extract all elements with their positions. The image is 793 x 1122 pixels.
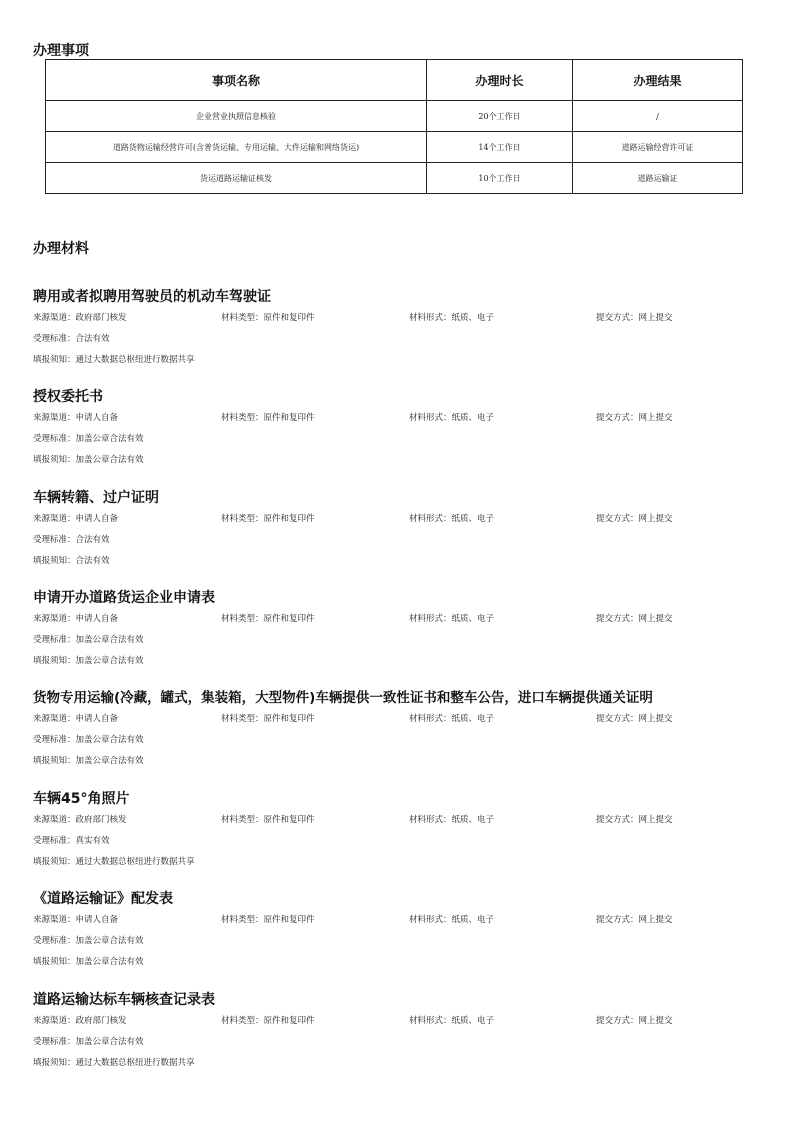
material-notice: 填报须知：加盖公章合法有效 — [33, 756, 144, 766]
material-item — [33, 788, 763, 873]
material-type: 材料类型：原件和复印件 — [221, 714, 315, 724]
material-notice: 填报须知：加盖公章合法有效 — [33, 656, 144, 666]
material-form: 材料形式：纸质、电子 — [409, 514, 495, 524]
material-title: 申请开办道路货运企业申请表 — [33, 590, 215, 606]
material-form: 材料形式：纸质、电子 — [409, 1016, 495, 1026]
section-title-materials: 办理材料 — [33, 241, 89, 257]
material-submit: 提交方式：网上提交 — [596, 614, 673, 624]
material-type: 材料类型：原件和复印件 — [221, 313, 315, 323]
material-source: 来源渠道：政府部门核发 — [33, 1016, 127, 1026]
header-item-name: 事项名称 — [46, 60, 427, 101]
material-notice: 填报须知：通过大数据总枢纽进行数据共享 — [33, 355, 195, 365]
table-row — [46, 163, 743, 194]
material-title: 《道路运输证》配发表 — [33, 891, 173, 907]
material-type: 材料类型：原件和复印件 — [221, 514, 315, 524]
cell-result: 道路运输证 — [573, 163, 743, 194]
material-form: 材料形式：纸质、电子 — [409, 313, 495, 323]
items-table — [45, 59, 743, 194]
table-row — [46, 132, 743, 163]
material-item — [33, 687, 763, 772]
material-notice: 填报须知：加盖公章合法有效 — [33, 957, 144, 967]
material-meta-row — [33, 709, 763, 730]
material-meta-row — [33, 910, 763, 931]
material-standard: 受理标准：加盖公章合法有效 — [33, 635, 144, 645]
material-notice: 填报须知：通过大数据总枢纽进行数据共享 — [33, 857, 195, 867]
table-row — [46, 101, 743, 132]
material-meta-row — [33, 1011, 763, 1032]
material-item — [33, 888, 763, 973]
material-notice: 填报须知：合法有效 — [33, 556, 110, 566]
material-type: 材料类型：原件和复印件 — [221, 915, 315, 925]
material-standard: 受理标准：真实有效 — [33, 836, 110, 846]
material-title: 车辆转籍、过户证明 — [33, 490, 159, 506]
cell-duration: 20个工作日 — [427, 101, 573, 132]
material-type: 材料类型：原件和复印件 — [221, 614, 315, 624]
material-meta-row — [33, 408, 763, 429]
material-submit: 提交方式：网上提交 — [596, 815, 673, 825]
cell-duration: 14个工作日 — [427, 132, 573, 163]
material-title: 聘用或者拟聘用驾驶员的机动车驾驶证 — [33, 289, 271, 305]
material-form: 材料形式：纸质、电子 — [409, 714, 495, 724]
material-form: 材料形式：纸质、电子 — [409, 815, 495, 825]
material-standard: 受理标准：加盖公章合法有效 — [33, 1037, 144, 1047]
cell-result: 道路运输经营许可证 — [573, 132, 743, 163]
material-title: 货物专用运输(冷藏，罐式，集装箱，大型物件)车辆提供一致性证书和整车公告，进口车辆提供通关证明 — [33, 690, 653, 706]
material-item — [33, 587, 763, 672]
material-form: 材料形式：纸质、电子 — [409, 614, 495, 624]
material-submit: 提交方式：网上提交 — [596, 413, 673, 423]
material-submit: 提交方式：网上提交 — [596, 1016, 673, 1026]
material-title: 授权委托书 — [33, 389, 103, 405]
header-result: 办理结果 — [573, 60, 743, 101]
material-item — [33, 989, 763, 1074]
material-form: 材料形式：纸质、电子 — [409, 413, 495, 423]
material-type: 材料类型：原件和复印件 — [221, 815, 315, 825]
material-source: 来源渠道：申请人自备 — [33, 413, 119, 423]
material-title: 道路运输达标车辆核查记录表 — [33, 992, 215, 1008]
material-source: 来源渠道：政府部门核发 — [33, 313, 127, 323]
material-notice: 填报须知：加盖公章合法有效 — [33, 455, 144, 465]
material-standard: 受理标准：合法有效 — [33, 334, 110, 344]
material-meta-row — [33, 810, 763, 831]
cell-item-name: 货运道路运输证核发 — [46, 163, 427, 194]
material-meta-row — [33, 308, 763, 329]
material-source: 来源渠道：政府部门核发 — [33, 815, 127, 825]
material-item — [33, 286, 763, 371]
material-source: 来源渠道：申请人自备 — [33, 714, 119, 724]
material-submit: 提交方式：网上提交 — [596, 915, 673, 925]
material-submit: 提交方式：网上提交 — [596, 514, 673, 524]
section-title-items: 办理事项 — [33, 43, 89, 59]
material-source: 来源渠道：申请人自备 — [33, 614, 119, 624]
material-meta-row — [33, 609, 763, 630]
material-source: 来源渠道：申请人自备 — [33, 514, 119, 524]
cell-duration: 10个工作日 — [427, 163, 573, 194]
material-standard: 受理标准：加盖公章合法有效 — [33, 936, 144, 946]
material-title: 车辆45°角照片 — [33, 791, 130, 807]
cell-item-name: 道路货物运输经营许可(含普货运输、专用运输、大件运输和网络货运) — [46, 132, 427, 163]
material-item — [33, 487, 763, 572]
material-standard: 受理标准：合法有效 — [33, 535, 110, 545]
material-item — [33, 386, 763, 471]
material-type: 材料类型：原件和复印件 — [221, 1016, 315, 1026]
material-source: 来源渠道：申请人自备 — [33, 915, 119, 925]
material-standard: 受理标准：加盖公章合法有效 — [33, 735, 144, 745]
material-submit: 提交方式：网上提交 — [596, 313, 673, 323]
material-notice: 填报须知：通过大数据总枢纽进行数据共享 — [33, 1058, 195, 1068]
material-standard: 受理标准：加盖公章合法有效 — [33, 434, 144, 444]
cell-result: / — [573, 101, 743, 132]
material-meta-row — [33, 509, 763, 530]
material-type: 材料类型：原件和复印件 — [221, 413, 315, 423]
cell-item-name: 企业营业执照信息核验 — [46, 101, 427, 132]
material-submit: 提交方式：网上提交 — [596, 714, 673, 724]
table-header-row — [46, 60, 743, 101]
material-form: 材料形式：纸质、电子 — [409, 915, 495, 925]
header-duration: 办理时长 — [427, 60, 573, 101]
